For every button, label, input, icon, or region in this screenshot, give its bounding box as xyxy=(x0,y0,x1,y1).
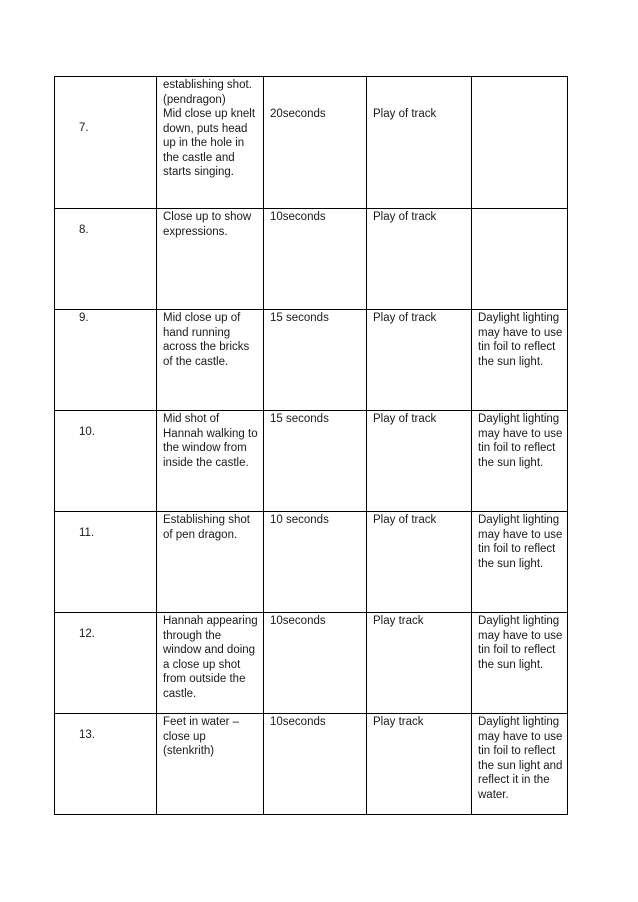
table-row xyxy=(55,411,568,512)
shot-number-cell: 9. xyxy=(55,310,157,411)
shot-description-cell: Hannah appearing through the window and doing a close up shot from outside the castle. xyxy=(157,613,264,714)
shot-description-cell xyxy=(157,77,264,209)
shot-notes-cell: Daylight lighting may have to use tin foil to reflect the sun light. xyxy=(472,310,568,411)
table-row xyxy=(55,77,568,209)
shot-number-cell: 7. xyxy=(55,77,157,209)
shot-number-cell: 11. xyxy=(55,512,157,613)
shot-duration-cell: 10seconds xyxy=(264,613,367,714)
shot-number-cell: 12. xyxy=(55,613,157,714)
shot-notes-cell xyxy=(472,77,568,209)
table-row xyxy=(55,209,568,310)
shot-description-cell: Close up to show expressions. xyxy=(157,209,264,310)
shot-sound-cell: Play of track xyxy=(367,512,472,613)
shot-description-cell: Feet in water – close up (stenkrith) xyxy=(157,714,264,815)
shot-description-cell: Mid shot of Hannah walking to the window from inside the castle. xyxy=(157,411,264,512)
shot-sound-cell: Play of track xyxy=(367,209,472,310)
shot-duration-cell: 10 seconds xyxy=(264,512,367,613)
shot-duration-cell: 15 seconds xyxy=(264,411,367,512)
shot-sound-cell: Play of track xyxy=(367,310,472,411)
shot-number-cell: 10. xyxy=(55,411,157,512)
shot-duration-text: 20seconds xyxy=(270,108,326,120)
shot-description-text: establishing shot. (pendragon) Mid close up knelt down, puts head up in the hole in the castle and starts singing. xyxy=(163,79,256,178)
shot-sound-cell: Play track xyxy=(367,714,472,815)
shot-number-cell: 13. xyxy=(55,714,157,815)
shot-duration-cell xyxy=(264,77,367,209)
shot-description-cell: Mid close up of hand running across the bricks of the castle. xyxy=(157,310,264,411)
shot-sound-text: Play of track xyxy=(373,108,437,120)
shot-notes-cell: Daylight lighting may have to use tin foil to reflect the sun light. xyxy=(472,512,568,613)
shot-sound-cell: Play track xyxy=(367,613,472,714)
shot-description-cell: Establishing shot of pen dragon. xyxy=(157,512,264,613)
table-row xyxy=(55,613,568,714)
shot-sound-cell xyxy=(367,77,472,209)
shot-list-table xyxy=(54,76,568,815)
shot-duration-cell: 10seconds xyxy=(264,714,367,815)
table-row xyxy=(55,714,568,815)
shot-duration-cell: 15 seconds xyxy=(264,310,367,411)
shot-notes-cell xyxy=(472,209,568,310)
shot-duration-cell: 10seconds xyxy=(264,209,367,310)
table-row xyxy=(55,310,568,411)
shot-notes-cell: Daylight lighting may have to use tin foil to reflect the sun light. xyxy=(472,613,568,714)
shot-notes-cell: Daylight lighting may have to use tin foil to reflect the sun light and reflect it in the water. xyxy=(472,714,568,815)
shot-notes-cell: Daylight lighting may have to use tin foil to reflect the sun light. xyxy=(472,411,568,512)
shot-number-cell: 8. xyxy=(55,209,157,310)
shot-sound-cell: Play of track xyxy=(367,411,472,512)
table-row xyxy=(55,512,568,613)
